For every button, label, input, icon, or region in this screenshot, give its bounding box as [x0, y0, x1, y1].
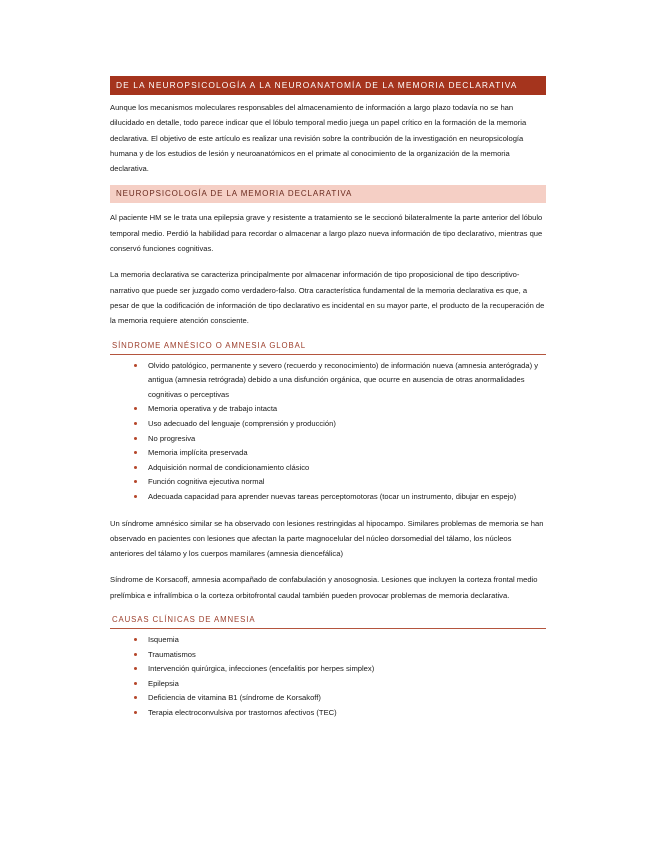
document-title: DE LA NEUROPSICOLOGÍA A LA NEUROANATOMÍA DE LA MEMORIA DECLARATIVA — [110, 76, 546, 95]
causas-list — [110, 633, 546, 721]
list-item: Adecuada capacidad para aprender nuevas tareas perceptomotoras (tocar un instrumento, dibujar en espejo) — [148, 490, 546, 505]
bullet-icon — [134, 495, 137, 498]
bullet-icon — [134, 407, 137, 410]
document-page — [110, 76, 546, 721]
paragraph-korsacoff: Síndrome de Korsacoff, amnesia acompañado de confabulación y anosognosia. Lesiones que incluyen la corteza frontal medio prelímbica e infralímbica o la corteza orbitofrontal caudal también pueden provocar problemas de memoria declarativa. — [110, 575, 538, 600]
list-item: Deficiencia de vitamina B1 (síndrome de Korsakoff) — [148, 691, 546, 706]
list-item: Intervención quirúrgica, infecciones (encefalitis por herpes simplex) — [148, 662, 546, 677]
bullet-icon — [134, 480, 137, 483]
bullet-icon — [134, 466, 137, 469]
bullet-icon — [134, 653, 137, 656]
list-item: Terapia electroconvulsiva por trastornos afectivos (TEC) — [148, 706, 546, 721]
section-heading-causas: CAUSAS CLÍNICAS DE AMNESIA — [110, 614, 546, 629]
bullet-icon — [134, 364, 137, 367]
section-heading-sindrome-amnesico: SÍNDROME AMNÉSICO O AMNESIA GLOBAL — [110, 340, 546, 355]
list-item: Epilepsia — [148, 677, 546, 692]
bullet-icon — [134, 422, 137, 425]
list-item: Adquisición normal de condicionamiento clásico — [148, 461, 546, 476]
list-item: Memoria implícita preservada — [148, 446, 546, 461]
bullet-icon — [134, 667, 137, 670]
bullet-icon — [134, 451, 137, 454]
list-item: Olvido patológico, permanente y severo (recuerdo y reconocimiento) de información nueva (amnesia anterógrada) y antigua (amnesia retrógrada) debido a una disfunción orgánica, que ocurre en ausencia de otras anormalidades cognitivas o perceptivas — [148, 359, 546, 403]
bullet-icon — [134, 696, 137, 699]
paragraph-hm: Al paciente HM se le trata una epilepsia grave y resistente a tratamiento se le seccionó bilateralmente la parte anterior del lóbulo temporal medio. Perdió la habilidad para recordar o almacenar a largo plazo nueva información de tipo declarativo, mientras que conservó funciones cognitivas. — [110, 213, 543, 254]
list-item: Uso adecuado del lenguaje (comprensión y producción) — [148, 417, 546, 432]
bullet-icon — [134, 711, 137, 714]
section-heading-neuropsicologia: NEUROPSICOLOGÍA DE LA MEMORIA DECLARATIVA — [110, 185, 546, 203]
intro-paragraph: Aunque los mecanismos moleculares responsables del almacenamiento de información a largo plazo todavía no se han dilucidado en detalle, todo parece indicar que el lóbulo temporal medio juega un papel crítico en la formación de la memoria declarativa. El objetivo de este artículo es realizar una revisión sobre la contribución de la investigación en neuropsicología humana y de los estudios de lesión y neuroanatómicos en el primate al conocimiento de la organización de la memoria declarativa. — [110, 103, 527, 174]
list-item: Isquemia — [148, 633, 546, 648]
bullet-icon — [134, 682, 137, 685]
bullet-icon — [134, 638, 137, 641]
paragraph-hipocampo: Un síndrome amnésico similar se ha observado con lesiones restringidas al hipocampo. Similares problemas de memoria se han observado en pacientes con lesiones que afectan la parte magnocelular del núcleo dorsomedial del tálamo, los núcleos anteriores del tálamo y los cuerpos mamilares (amnesia diencefálica) — [110, 518, 544, 559]
list-item: Traumatismos — [148, 648, 546, 663]
bullet-icon — [134, 437, 137, 440]
paragraph-memoria-declarativa: La memoria declarativa se caracteriza principalmente por almacenar información de tipo proposicional de tipo descriptivo-narrativo que puede ser juzgado como verdadero-falso. Otra característica fundamental de la memoria declarativa es que, a pesar de que la codificación de información de tipo declarativo es incidental en su mayor parte, el producto de la recuperación de la memoria requiere atención consciente. — [110, 270, 545, 326]
sindrome-list — [110, 359, 546, 505]
list-item: Memoria operativa y de trabajo intacta — [148, 402, 546, 417]
list-item: No progresiva — [148, 432, 546, 447]
list-item: Función cognitiva ejecutiva normal — [148, 475, 546, 490]
